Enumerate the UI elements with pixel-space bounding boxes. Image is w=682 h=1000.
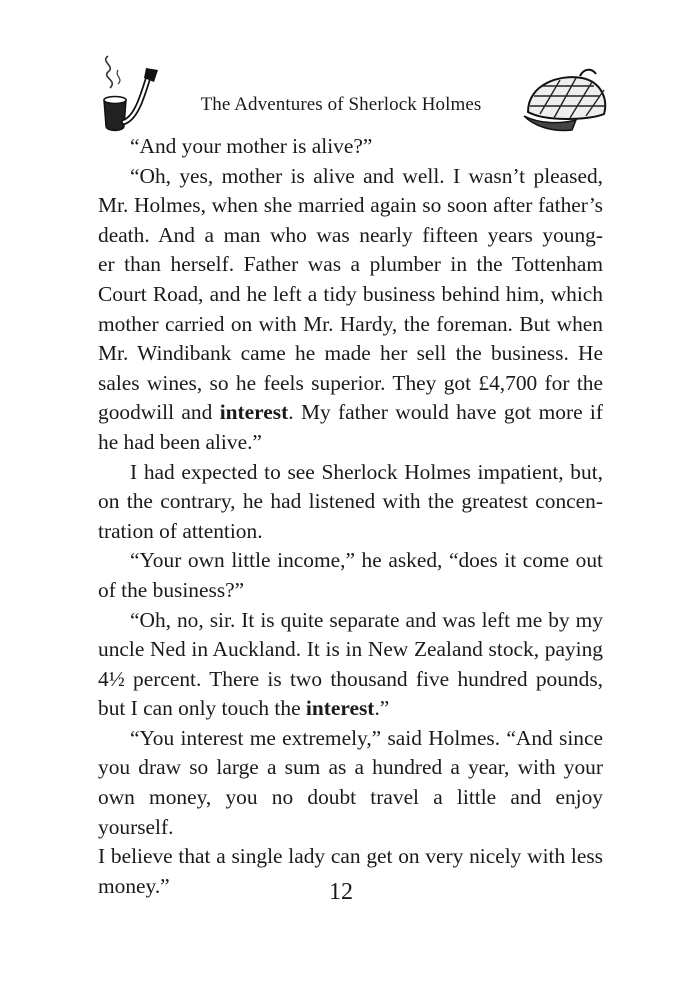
text-run: Mr. Holmes, when she married again so soon after father’s [98,193,603,218]
text-line [98,546,603,576]
text-run: Court Road, and he left a tidy business behind him, which [98,281,603,306]
paragraph [98,724,603,902]
text-run: mother carried on with Mr. Hardy, the foreman. But when [98,311,603,336]
text-line [98,191,603,221]
text-run: money.” [98,873,170,898]
text-run: own money, you no doubt travel a little and enjoy yourself. [98,785,603,839]
text-line [98,606,603,636]
text-run: you draw so large a sum as a hundred a year, with your [98,755,603,780]
text-run: sales wines, so he feels superior. They got £4,700 for the [98,370,603,395]
text-run: goodwill and [98,400,220,425]
text-run: .” [374,696,390,721]
text-line [98,458,603,488]
text-line [98,517,603,547]
paragraph [98,606,603,724]
text-line [98,428,603,458]
text-run: “And your mother is alive?” [130,134,373,158]
deerstalker-hat-icon [520,66,612,136]
text-line [98,724,603,754]
text-run: er than herself. Father was a plumber in the Tottenham [98,252,603,277]
paragraph [98,132,603,162]
text-line [98,221,603,251]
paragraph [98,162,603,458]
text-run: Mr. Windibank came he made her sell the business. He [98,341,603,366]
text-line [98,842,603,872]
text-line [98,310,603,340]
text-run: I had expected to see Sherlock Holmes impatient, but, [130,459,603,484]
text-run: he had been alive.” [98,429,262,454]
text-run: I believe that a single lady can get on very nicely with less [98,844,603,869]
text-line [98,487,603,517]
text-run: of the business?” [98,577,245,602]
text-line [98,162,603,192]
bold-term: interest [219,400,289,425]
paragraph [98,458,603,547]
text-run: but I can only touch the [98,696,306,721]
text-run: death. And a man who was nearly fifteen years young- [98,222,603,247]
text-line [98,280,603,310]
text-run: “Oh, yes, mother is alive and well. I wasn’t pleased, [130,163,603,188]
running-title: The Adventures of Sherlock Holmes [200,94,482,115]
text-line [98,694,603,724]
text-line [98,132,603,162]
text-line [98,250,603,280]
bold-term: interest [305,696,375,721]
body-text [98,132,603,901]
page-number: 12 [329,879,353,905]
text-run: . My father would have got more if [288,400,604,425]
text-run: “You interest me extremely,” said Holmes. “And since [130,725,603,750]
text-line [98,753,603,783]
text-line [98,369,603,399]
text-line [98,665,603,695]
text-line [98,635,603,665]
text-run: “Your own little income,” he asked, “does it come out [130,548,603,573]
text-line [98,576,603,606]
text-line [98,339,603,369]
page-header [0,40,682,140]
text-run: on the contrary, he had listened with the greatest concen- [98,489,603,514]
text-run: tration of attention. [98,518,263,543]
paragraph [98,546,603,605]
text-line [98,783,603,842]
text-line [98,398,603,428]
text-run: uncle Ned in Auckland. It is in New Zealand stock, paying [98,637,603,662]
text-run: 4½ percent. There is two thousand five hundred pounds, [98,666,603,691]
text-run: “Oh, no, sir. It is quite separate and was left me by my [130,607,603,632]
